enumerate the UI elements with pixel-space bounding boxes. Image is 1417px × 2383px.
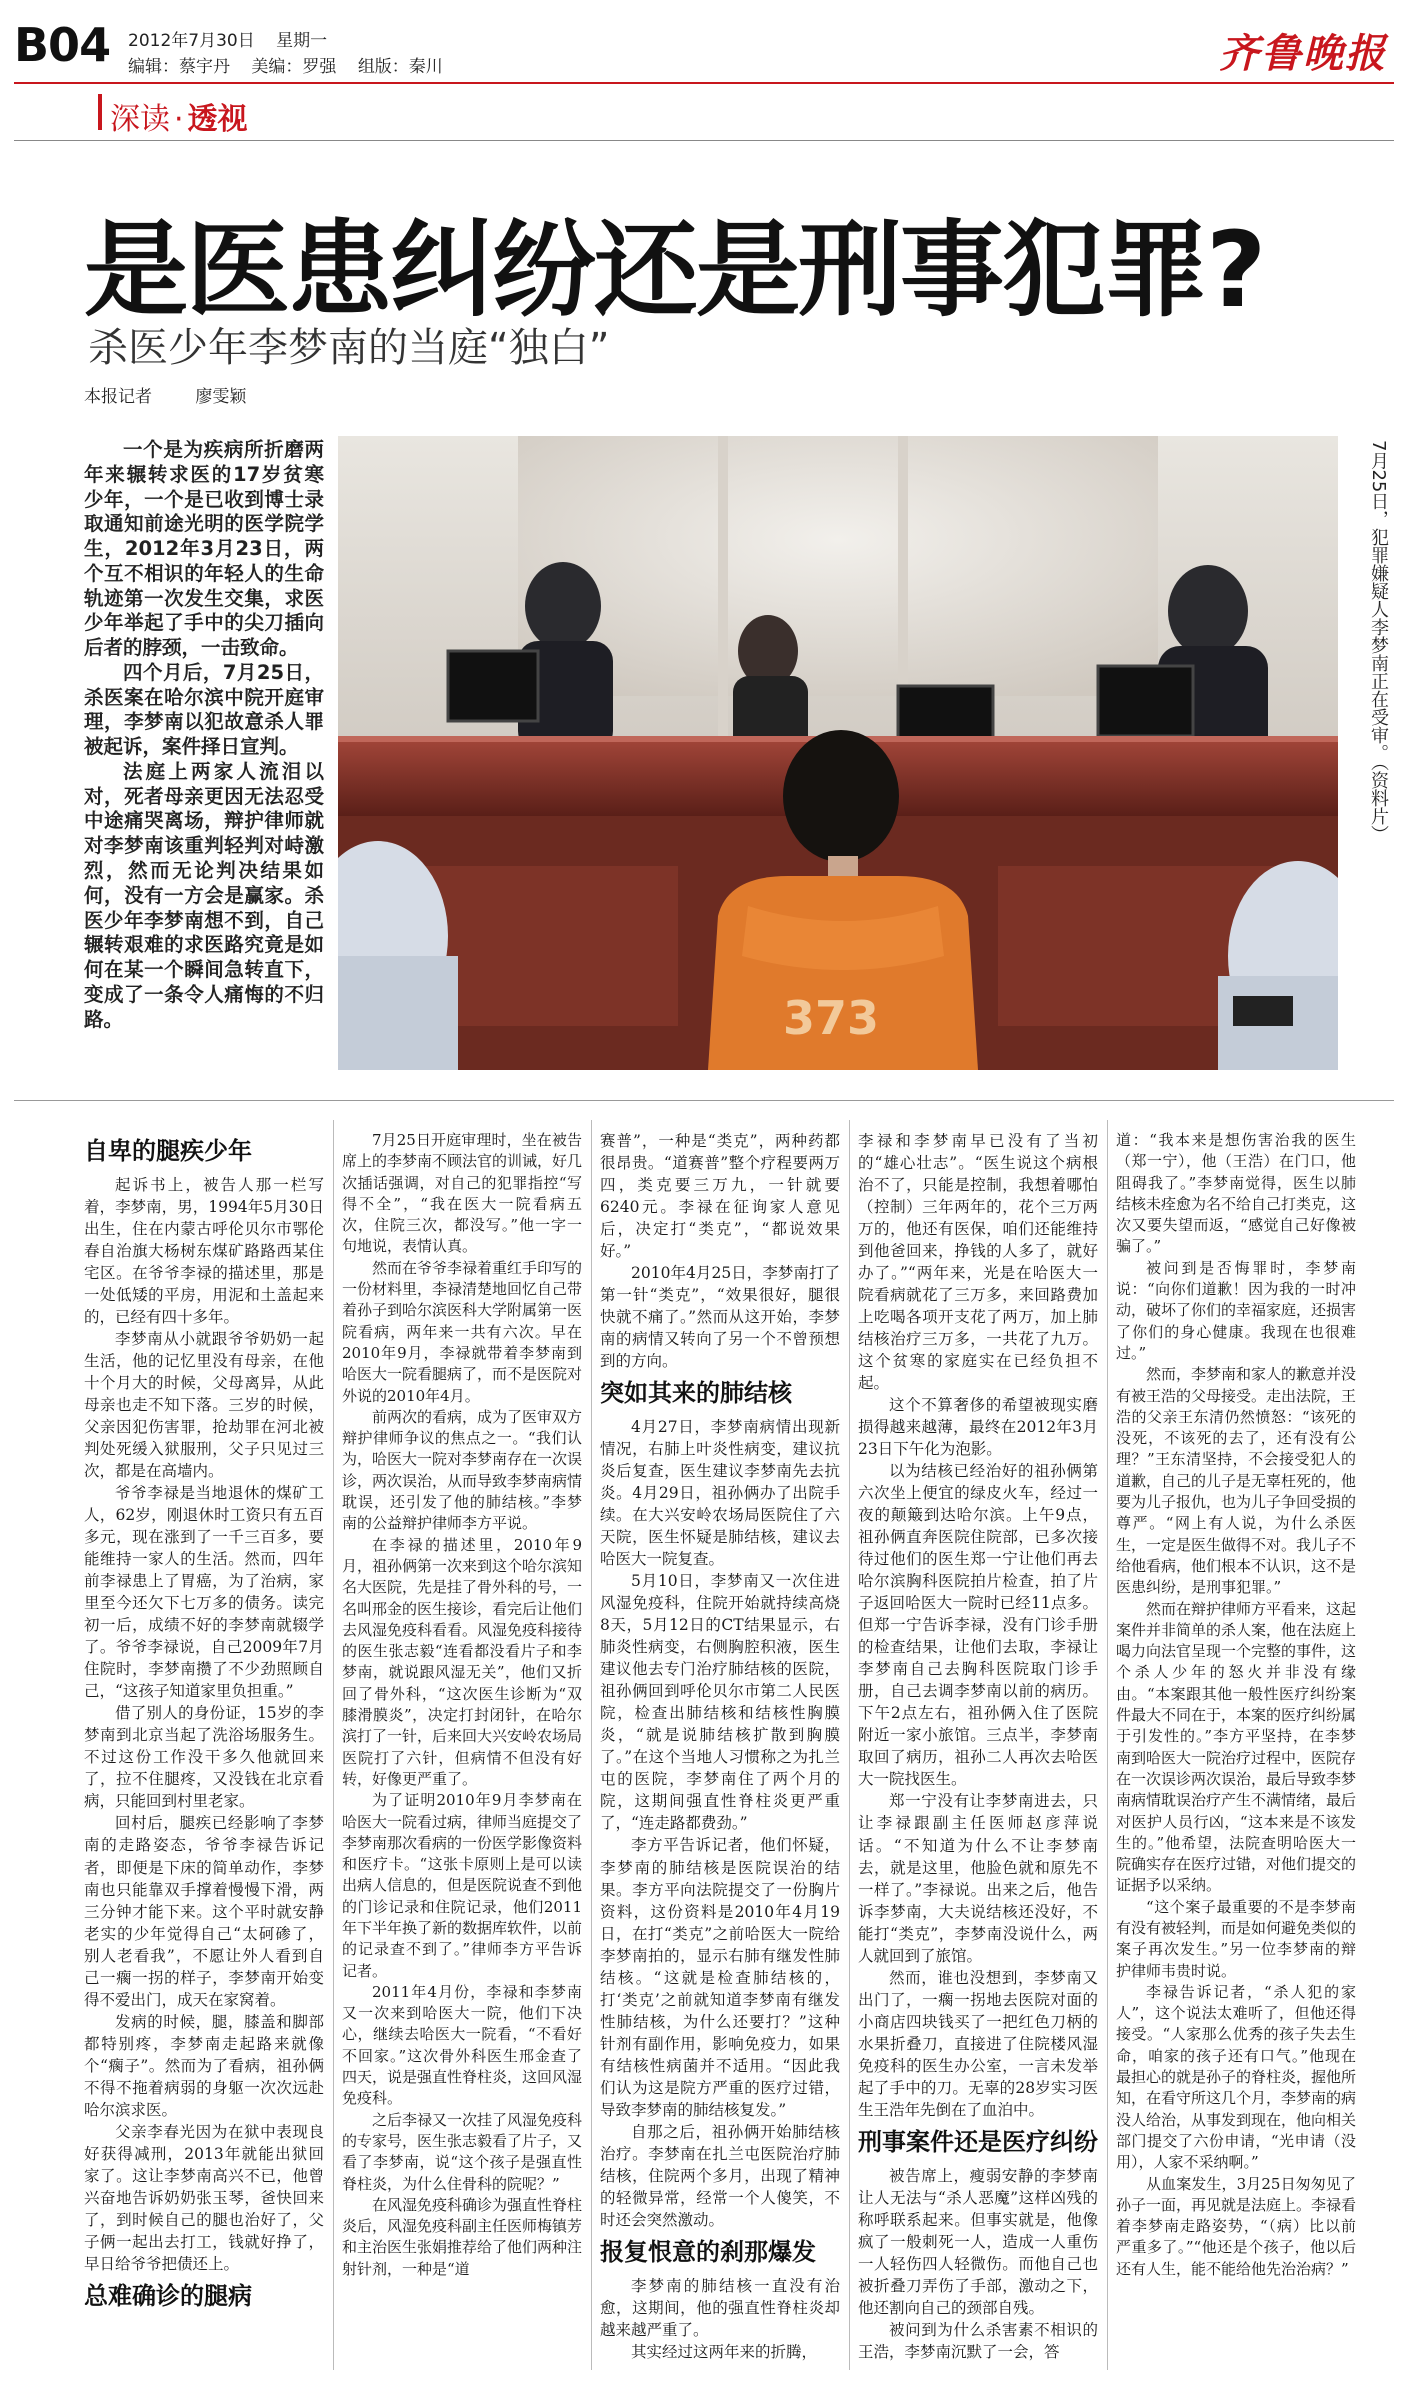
photo-divider <box>14 1100 1394 1101</box>
body-paragraph: 这个不算奢侈的希望被现实磨损得越来越薄，最终在2012年3月23日下午化为泡影。 <box>858 1396 1098 1459</box>
article-column-1 <box>84 1130 324 2319</box>
body-paragraph: 借了别人的身份证，15岁的李梦南到北京当起了洗浴场服务生。不过这份工作没干多久他就回来了，拉不住腿疼，又没钱在北京看病，只能回到村里老家。 <box>84 1704 324 1811</box>
byline <box>84 382 284 407</box>
body-paragraph: 然而在辩护律师方平看来，这起案件并非简单的杀人案，他在法庭上喝力向法官呈现一个完整的事件，这个杀人少年的怒火并非没有缘由。“本案跟其他一般性医疗纠纷案件最大不同在于，本案的医疗纠纷属于引发性的。”李方平坚持，在李梦南到哈医大一院治疗过程中，医院存在一次误诊两次误治，最后导致李梦南病情耽误治疗产生不满情绪，最后对医护人员行凶，“这本来是不该发生的。”他希望，法院查明哈医大一院确实存在医疗过错，对他们提交的证据予以采纳。 <box>1116 1599 1357 1895</box>
section-marker <box>98 94 102 130</box>
header-divider <box>14 82 1394 84</box>
monitor <box>448 651 538 721</box>
body-paragraph: 在风湿免疫科确诊为强直性脊柱炎后，风湿免疫科副主任医师梅镇芳和主治医生张娟推荐给了他们两种注射针剂，一种是“道 <box>342 2195 583 2278</box>
body-paragraph: 赛普”，一种是“类克”，两种药都很昂贵。“道赛普”整个疗程要两万四，类克要三万九，一针就要6240元。李禄在征询家人意见后，决定打“类克”，“都说效果好。” <box>600 1132 840 1261</box>
section-label <box>110 94 248 138</box>
body-paragraph: 李方平告诉记者，他们怀疑，李梦南的肺结核是医院误治的结果。李方平向法院提交了一份胸片资料，这份资料是2010年4月19日，在打“类克”之前哈医大一院给李梦南拍的，显示右肺有继发性肺结核。“这就是检查肺结核的，打‘类克’之前就知道李梦南有继发性肺结核，为什么还要打？”这种针剂有副作用，影响免疫力，如果有结核性病菌并不适用。“因此我们认为这是院方严重的医疗过错，导致李梦南的肺结核复发。” <box>600 1836 840 2119</box>
body-paragraph: 以为结核已经治好的祖孙俩第六次坐上便宜的绿皮火车，经过一夜的颠簸到达哈尔滨。上午9点，祖孙俩直奔医院住院部，已多次接待过他们的医生郑一宁让他们再去哈尔滨胸科医院拍片检查，拍了片子返回哈医大一院时已经11点多。但郑一宁告诉李禄，没有门诊手册的检查结果，让他们去取，李禄让李梦南自己去胸科医院取门诊手册，自己去调李梦南以前的病历。下午2点左右，祖孙俩入住了医院附近一家小旅馆。三点半，李梦南取回了病历，祖孙二人再次去哈医大一院找医生。 <box>858 1462 1098 1789</box>
police-badge <box>1233 996 1293 1026</box>
body-paragraph: 被告席上，瘦弱安静的李梦南让人无法与“杀人恶魔”这样凶残的称呼联系起来。但事实就是，他像疯了一般刺死一人，造成一人重伤一人轻伤四人轻微伤。而他自己也被折叠刀弄伤了手部，激动之下，他还割向自己的颈部自残。 <box>858 2166 1098 2317</box>
lead-paragraph: 一个是为疾病所折磨两年来辗转求医的17岁贫寒少年，一个是已收到博士录取通知前途光明的医学院学生，2012年3月23日，两个互不相识的年轻人的生命轨迹第一次发生交集，求医少年举起了手中的尖刀插向后者的脖颈，一击致命。 <box>84 438 324 660</box>
issue-date: 2012年7月30日 <box>128 31 255 51</box>
body-paragraph: 起诉书上，被告人那一栏写着，李梦南，男，1994年5月30日出生，住在内蒙古呼伦贝尔市鄂伦春自治旗大杨树东煤矿路路西某住宅区。在爷爷李禄的描述里，那是一处低矮的平房，用泥和土盖起来的，已经有四十多年。 <box>84 1176 324 1327</box>
body-paragraph: 道：“我本来是想伤害治我的医生（郑一宁），他（王浩）在门口，他阻碍我了。”李梦南觉得，医生以肺结核未痊愈为名不给自己打类克，这次又要失望而返，“感觉自己好像被骗了。” <box>1116 1131 1357 1256</box>
defendant-head <box>783 730 899 862</box>
courtroom-photo <box>338 436 1338 1070</box>
body-paragraph: “这个案子最重要的不是李梦南有没有被轻判，而是如何避免类似的案子再次发生。”另一位李梦南的辩护律师韦贵时说。 <box>1116 1897 1357 1980</box>
newspaper-masthead: 齐鲁晚报 <box>1219 30 1387 77</box>
column-divider <box>333 1120 334 2370</box>
body-paragraph: 爷爷李禄是当地退休的煤矿工人，62岁，刚退休时工资只有五百多元，现在涨到了一千三百多，要能维持一家人的生活。然而，四年前李禄患上了胃癌，为了治病，家里至今还欠下七万多的债务。读完初一后，成绩不好的李梦南就辍学了。爷爷李禄说，自己2009年7月住院时，李梦南攒了不少劲照顾自己，“这孩子知道家里负担重。” <box>84 1484 324 1701</box>
section-heading: 自卑的腿疾少年 <box>84 1137 252 1165</box>
header-credits <box>128 52 459 77</box>
body-paragraph: 从血案发生，3月25日匆匆见了孙子一面，再见就是法庭上。李禄看着李梦南走路姿势，“（病）比以前严重多了。”“他还是个孩子，他以后还有人生，能不能给他先治治病？” <box>1116 2174 1357 2278</box>
body-paragraph: 被问到为什么杀害素不相识的王浩，李梦南沉默了一会，答 <box>858 2320 1098 2361</box>
section-heading: 刑事案件还是医疗纠纷 <box>858 2127 1098 2156</box>
body-paragraph: 2010年4月25日，李梦南打了第一针“类克”，“效果很好，腿很快就不痛了。”然而从这开始，李梦南的病情又转向了另一个不曾预想到的方向。 <box>600 1264 840 1371</box>
monitor <box>1098 666 1193 736</box>
lead-paragraph: 四个月后，7月25日，杀医案在哈尔滨中院开庭审理，李梦南以犯故意杀人罪被起诉，案件择日宣判。 <box>84 660 324 759</box>
byline-role: 本报记者 <box>84 387 152 407</box>
column <box>718 436 728 736</box>
column-divider <box>849 1120 850 2370</box>
body-paragraph: 郑一宁没有让李梦南进去，只让李禄跟副主任医师赵彦萍说话。“不知道为什么不让李梦南去，就是这里，他脸色就和原先不一样了。”李禄说。出来之后，他告诉李梦南，大夫说结核还没好，不能打“类克”，李梦南没说什么，两人就回到了旅馆。 <box>858 1792 1098 1965</box>
body-paragraph: 之后李禄又一次挂了风湿免疫科的专家号，医生张志毅看了片子，又看了李梦南，说“这个孩子是强直性脊柱炎，为什么住骨科的院呢？” <box>342 2110 583 2193</box>
section-heading: 突如其来的肺结核 <box>600 1379 792 1408</box>
article-column-3 <box>600 1130 840 2363</box>
body-paragraph: 在李禄的描述里，2010年9月，祖孙俩第一次来到这个哈尔滨知名大医院，先是挂了骨外科的号，一名叫邢金的医生接诊，看完后让他们去风湿免疫科看看。风湿免疫科接待的医生张志毅“连看都没看片子和李梦南，就说跟风湿无关”，他们又折回了骨外科，“这次医生诊断为“双膝滑膜炎”，决定打封闭针，在哈尔滨打了一针，后来回大兴安岭农场局医院打了六针，但病情不但没有好转，好像更严重了。 <box>342 1535 583 1788</box>
judge-figure <box>1168 565 1248 657</box>
issue-weekday: 星期一 <box>276 31 328 51</box>
vest-number: 373 <box>783 991 880 1045</box>
page-number: B04 <box>14 18 111 72</box>
body-paragraph: 李禄和李梦南早已没有了当初的“雄心壮志”。“医生说这个病根治不了，只能是控制，我想着哪怕（控制）三年两年的，花个三万两万的，他还有医保，咱们还能维持到他爸回来，挣钱的人多了，就好办了。”“两年来，光是在哈医大一院看病就花了三万多，来回路费加上吃喝各项开支花了两万，加上肺结核治疗三万多，一共花了九万。这个贫寒的家庭实在已经负担不起。 <box>858 1132 1098 1393</box>
article-column-2 <box>342 1130 582 2280</box>
body-paragraph: 发病的时候，腿，膝盖和脚部都特别疼，李梦南走起路来就像个“瘸子”。然而为了看病，祖孙俩不得不拖着病弱的身躯一次次远赴哈尔滨求医。 <box>84 2012 324 2119</box>
layout-credit: 组版：秦川 <box>357 57 443 77</box>
article-column-4 <box>858 1130 1098 2363</box>
body-paragraph: 2011年4月份，李禄和李梦南又一次来到哈医大一院，他们下决心，继续去哈医大一院看，“不看好不回家。”这次骨外科医生邢金查了四天，说是强直性脊柱炎，这回风湿免疫科。 <box>342 1982 583 2108</box>
judge-figure <box>525 562 601 650</box>
body-paragraph: 自那之后，祖孙俩开始肺结核治疗。李梦南在扎兰屯医院治疗肺结核，住院两个多月，出现了精神的轻微异常，经常一个人傻笑，不时还会突然激动。 <box>600 2122 840 2229</box>
body-paragraph: 前两次的看病，成为了医审双方辩护律师争议的焦点之一。“我们认为，哈医大一院对李梦南存在一次误诊，两次误治，从而导致李梦南病情耽误，还引发了他的肺结核。”李梦南的公益辩护律师李方平说。 <box>342 1407 583 1533</box>
bright-background <box>518 436 1158 696</box>
section-prefix: 深读 <box>110 102 170 137</box>
section-dot: · <box>174 102 184 137</box>
courtroom-illustration <box>338 436 1338 1070</box>
column-divider <box>591 1120 592 2370</box>
section-heading: 总难确诊的腿病 <box>84 2281 252 2310</box>
lead-paragraph: 法庭上两家人流泪以对，死者母亲更因无法忍受中途痛哭离场，辩护律师就对李梦南该重判轻判对峙激烈，然而无论判决结果如何，没有一方会是赢家。杀医少年李梦南想不到，自己辗转艰难的求医路究竟是如何在某一个瞬间急转直下，变成了一条令人痛悔的不归路。 <box>84 759 324 1031</box>
editor-credit: 编辑：蔡宇丹 <box>128 57 230 77</box>
article-headline: 是医患纠纷还是刑事犯罪? <box>84 209 1265 331</box>
body-paragraph: 然而，李梦南和家人的歉意并没有被王浩的父母接受。走出法院，王浩的父亲王东清仍然愤怒：“该死的没死，不该死的去了，还有没有公理？”王东清坚持，不会接受犯人的道歉，自己的儿子是无辜枉死的，他要为儿子报仇，也为儿子争回受损的尊严。“网上有人说，为什么杀医生，一定是医生做得不对。我儿子不给他看病，他们根本不认识，这不是医患纠纷，是刑事犯罪。” <box>1116 1365 1357 1597</box>
body-paragraph: 李禄告诉记者，“杀人犯的家人”，这个说法太难听了，但他还得接受。“人家那么优秀的孩子失去生命，咱家的孩子还有口气。”他现在最担心的就是孙子的脊柱炎，握他所知，在看守所这几个月，李梦南的病没人给治，从事发到现在，他向相关部门提交了六份申请，“光申请（没用），人家不采纳啊。” <box>1116 1982 1357 2172</box>
body-paragraph: 回村后，腿疾已经影响了李梦南的走路姿态，爷爷李禄告诉记者，即便是下床的简单动作，李梦南也只能靠双手撑着慢慢下滑，两三分钟才能下来。这个平时就安静老实的少年觉得自己“太砢碜了，别人老看我”，不愿让外人看到自己一瘸一拐的样子，李梦南开始变得不爱出门，成天在家窝着。 <box>84 1814 324 2009</box>
byline-name: 廖雯颖 <box>195 387 247 407</box>
section-heading: 报复恨意的刹那爆发 <box>600 2237 816 2266</box>
body-paragraph: 7月25日开庭审理时，坐在被告席上的李梦南不顾法官的训诫，好几次插话强调，对自己的犯罪指控“写得不全”，“我在医大一院看病五次，住院三次，都没写。”他一字一句地说，表情认真。 <box>342 1131 583 1256</box>
police-uniform <box>338 956 458 1070</box>
body-paragraph: 4月27日，李梦南病情出现新情况，右肺上叶炎性病变，建议抗炎后复查，医生建议李梦南先去抗炎。4月29日，祖孙俩办了出院手续。在大兴安岭农场局医院住了六天院，医生怀疑是肺结核，建议去哈医大一院复查。 <box>600 1418 840 1569</box>
section-name: 透视 <box>187 102 248 137</box>
article-subheadline: 杀医少年李梦南的当庭“独白” <box>88 325 610 371</box>
body-paragraph: 然而在爷爷李禄着重红手印写的一份材料里，李禄清楚地回忆自己带着孙子到哈尔滨医科大学附属第一医院看病，两年来一共有六次。早在2010年9月，李禄就带着李梦南到哈医大一院看腿病了，而不是医院对外说的2010年4月。 <box>342 1258 583 1405</box>
art-credit: 美编：罗强 <box>251 57 337 77</box>
photo-caption: 7月25日，犯罪嫌疑人李梦南正在受审。（资料片） <box>1368 440 1389 844</box>
header-date-line <box>128 26 343 51</box>
column-divider <box>1107 1120 1108 2370</box>
body-paragraph: 李梦南从小就跟爷爷奶奶一起生活，他的记忆里没有母亲，在他十个月大的时候，父母离异，从此母亲也走不知下落。三岁的时候，父亲因犯伤害罪，抢劫罪在河北被判处死缓入狱服刑，父子只见过三次，都是在高墙内。 <box>84 1330 324 1481</box>
body-paragraph: 然而，谁也没想到，李梦南又出门了，一瘸一拐地去医院对面的小商店四块钱买了一把红色刀柄的水果折叠刀，直接进了住院楼风湿免疫科的医生办公室，一言未发举起了手中的刀。无辜的28岁实习医生王浩年先倒在了血泊中。 <box>858 1968 1098 2119</box>
article-lead <box>84 438 324 1032</box>
body-paragraph: 被问到是否悔罪时，李梦南说：“向你们道歉！因为我的一时冲动，破坏了你们的幸福家庭，还损害了你们的身心健康。我现在也很难过。” <box>1116 1258 1357 1362</box>
article-column-5 <box>1116 1130 1356 2280</box>
body-paragraph: 父亲李春光因为在狱中表现良好获得减刑，2013年就能出狱回家了。这让李梦南高兴不已，他曾兴奋地告诉奶奶张玉琴，爸快回来了，到时候自己的腿也治好了，父子俩一起出去打工，钱就好挣了，早日给爷爷把债还上。 <box>84 2122 324 2273</box>
body-paragraph: 5月10日，李梦南又一次住进风湿免疫科，住院开始就持续高烧8天，5月12日的CT结果显示，右肺炎性病变，右侧胸腔积液，医生建议他去专门治疗肺结核的医院，祖孙俩回到呼伦贝尔市第二人民医院，检查出肺结核和结核性胸膜炎，“就是说肺结核扩散到胸膜了。”在这个当地人习惯称之为扎兰屯的医院，李梦南住了两个月的院，这期间强直性脊柱炎更严重了，“连走路都费劲。” <box>600 1572 840 1833</box>
body-paragraph: 其实经过这两年来的折腾， <box>631 2342 818 2361</box>
body-paragraph: 为了证明2010年9月李梦南在哈医大一院看过病，律师当庭提交了李梦南那次看病的一份医学影像资料和医疗卡。“这张卡原则上是可以读出病人信息的，但是医院说查不到他的门诊记录和住院记录，他们2011年下半年换了新的数据库软件，以前的记录查不到了。”律师李方平告诉记者。 <box>342 1791 583 1980</box>
section-divider <box>14 140 1394 141</box>
body-paragraph: 李梦南的肺结核一直没有治愈，这期间，他的强直性脊柱炎却越来越严重了。 <box>600 2276 840 2339</box>
